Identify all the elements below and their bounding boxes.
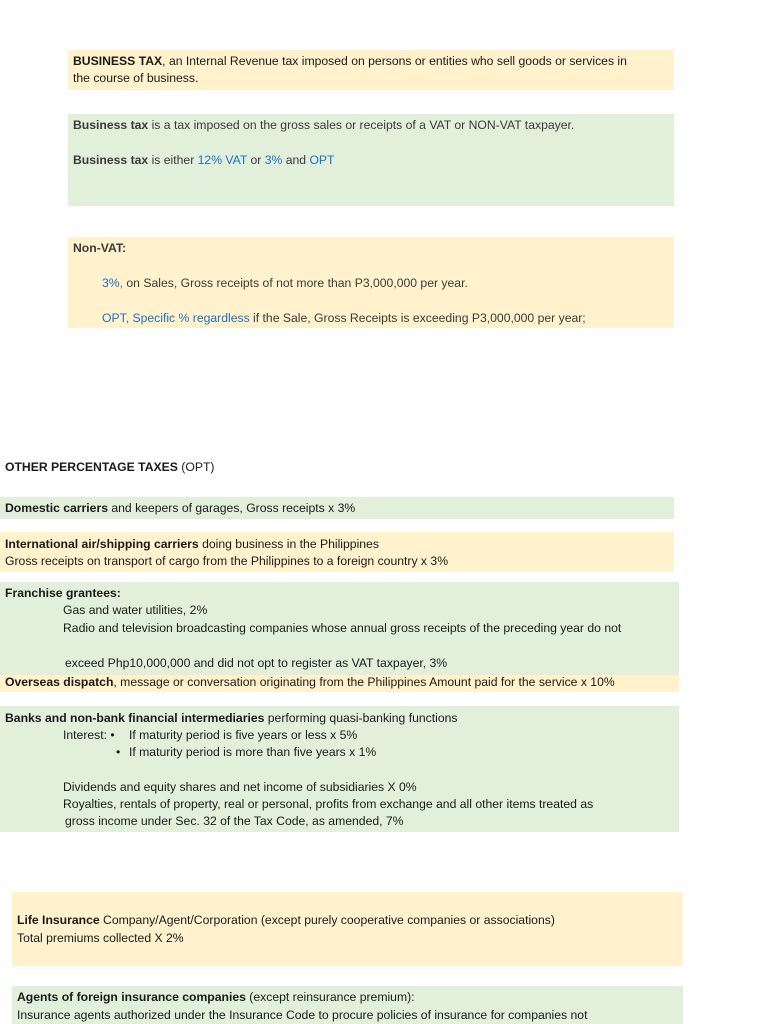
business-tax-text-or: or (247, 153, 265, 167)
opt-heading-bold: OTHER PERCENTAGE TAXES (5, 460, 178, 474)
domestic-carriers-text: and keepers of garages, Gross receipts x 3% (107, 501, 356, 515)
overseas-dispatch-bold: Overseas dispatch (5, 675, 114, 689)
international-carriers-text: doing business in the Philippines (198, 537, 379, 551)
three-percent-link: 3% (264, 153, 283, 167)
foreign-insurance-agents-bold: Agents of foreign insurance companies (17, 990, 246, 1004)
life-insurance-bold: Life Insurance (17, 913, 100, 927)
franchise-item-3: exceed Php10,000,000 and did not opt to register as VAT taxpayer, 3% (65, 656, 448, 670)
international-carriers-line-1 (5, 536, 379, 553)
business-tax-text-2a: is either (148, 153, 198, 167)
life-insurance-line-1 (17, 912, 555, 929)
interest-bullet-2: • (116, 745, 121, 759)
domestic-carriers-bold: Domestic carriers (5, 501, 108, 515)
dividends-line: Dividends and equity shares and net income of subsidiaries X 0% (63, 780, 417, 794)
royalties-line-1: Royalties, rentals of property, real or personal, profits from exchange and all other items treated as (63, 797, 594, 811)
non-vat-heading (73, 240, 126, 257)
non-vat-item-2-text: if the Sale, Gross Receipts is exceeding P3,000,000 per year; (249, 311, 586, 325)
overseas-dispatch-text: , message or conversation originating from the Philippines Amount paid for the service x 10% (113, 675, 615, 689)
life-insurance-line-2: Total premiums collected X 2% (17, 931, 184, 945)
international-carriers-bold: International air/shipping carriers (5, 537, 199, 551)
franchise-item-1: Gas and water utilities, 2% (63, 603, 208, 617)
foreign-insurance-agents-text: (except reinsurance premium): (245, 990, 415, 1004)
interest-label: Interest: • (63, 728, 115, 742)
intro-line-2: the course of business. (73, 71, 199, 85)
business-tax-bold-1: Business tax (73, 118, 149, 132)
foreign-insurance-agents-line-2: Insurance agents authorized under the Insurance Code to procure policies of insurance for companies not (17, 1008, 588, 1022)
foreign-insurance-agents-line-1 (17, 989, 415, 1006)
banks-heading-text: performing quasi-banking functions (264, 711, 458, 725)
interest-item-1: If maturity period is five years or less x 5% (129, 728, 358, 742)
opt-heading (5, 459, 214, 476)
non-vat-heading-text: Non-VAT: (73, 241, 127, 255)
opt-heading-rest: (OPT) (177, 460, 215, 474)
royalties-line-2: gross income under Sec. 32 of the Tax Code, as amended, 7% (65, 814, 404, 828)
life-insurance-box (12, 892, 683, 966)
intro-line-1 (73, 53, 627, 70)
franchise-item-2: Radio and television broadcasting companies whose annual gross receipts of the preceding year do not (63, 621, 622, 635)
international-carriers-line-2: Gross receipts on transport of cargo from the Philippines to a foreign country x 3% (5, 554, 449, 568)
overseas-dispatch-line (5, 674, 615, 691)
domestic-carriers-line (5, 500, 355, 517)
business-tax-bold-2: Business tax (73, 153, 149, 167)
non-vat-item-2 (102, 310, 586, 327)
opt-link: OPT (309, 153, 335, 167)
non-vat-item-1 (102, 275, 468, 292)
non-vat-item-1-rate: 3%, (102, 276, 124, 290)
non-vat-item-2-rate: OPT, Specific % regardless (102, 311, 250, 325)
banks-heading-bold: Banks and non-bank financial intermediaries (5, 711, 265, 725)
non-vat-item-1-text: on Sales, Gross receipts of not more than P3,000,000 per year. (123, 276, 468, 290)
business-tax-line-2 (73, 152, 335, 169)
intro-title-bold: BUSINESS TAX (73, 54, 163, 68)
franchise-heading (5, 585, 121, 602)
business-tax-text-1: is a tax imposed on the gross sales or receipts of a VAT or NON-VAT taxpayer. (148, 118, 575, 132)
life-insurance-text: Company/Agent/Corporation (except purely cooperative companies or associations) (99, 913, 555, 927)
intro-title-rest: , an Internal Revenue tax imposed on persons or entities who sell goods or services in (162, 54, 627, 68)
banks-heading (5, 710, 457, 727)
business-tax-line-1 (73, 117, 574, 134)
franchise-heading-text: Franchise grantees: (5, 586, 121, 600)
interest-item-2: If maturity period is more than five years x 1% (129, 745, 377, 759)
business-tax-text-and: and (282, 153, 310, 167)
vat-rate-link: 12% VAT (197, 153, 248, 167)
